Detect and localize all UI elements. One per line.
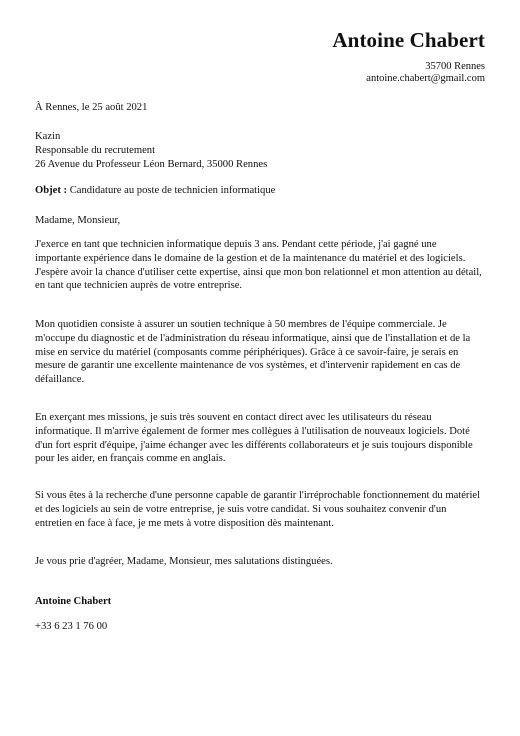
- recipient-role: Responsable du recrutement: [35, 144, 156, 156]
- subject-text: Candidature au poste de technicien informatique: [67, 185, 276, 196]
- body-paragraph-4: Si vous êtes à la recherche d'une personne capable de garantir l'irréprochable fonctionnement du matériel et des logiciels au sein de votre entreprise, je suis votre candidat. Si vous souhaitez convenir d'un entretien en face à face, je me mets à votre disposition dès maintenant.: [35, 490, 481, 529]
- body-paragraph-1: J'exerce en tant que technicien informatique depuis 3 ans. Pendant cette période, j'ai gagné une importante expérience dans le domaine de la gestion et de la maintenance du matériel et des logiciels. J'espère avoir la chance d'utiliser cette expertise, ainsi que mon bon relationnel et mon attention au détail, en tant que technicien auprès de votre entreprise.: [35, 239, 482, 292]
- body-paragraph-3: En exerçant mes missions, je suis très souvent en contact direct avec les utilisateurs du réseau informatique. Il m'arrive également de former mes collègues à l'utilisation de nouveaux logiciels. Doté d'un fort esprit d'équipe, j'aime échanger avec les différents collaborateurs et je suis toujours disponible pour les aider, en français comme en anglais.: [35, 412, 473, 465]
- body-paragraph-2: Mon quotidien consiste à assurer un soutien technique à 50 membres de l'équipe commerciale. Je m'occupe du diagnostic et de l'administration du réseau informatique, ainsi que de l'installation et de la mise en service du matériel (composants comme périphériques). Grâce à ce savoir-faire, je serais en mesure de garantir une excellente maintenance de vos systèmes, et d'intervenir rapidement en cas de défaillance.: [35, 319, 471, 386]
- closing-line: Je vous prie d'agréer, Madame, Monsieur, mes salutations distinguées.: [35, 556, 333, 567]
- sender-email: antoine.chabert@gmail.com: [366, 73, 485, 84]
- letter-date: À Rennes, le 25 août 2021: [35, 102, 148, 113]
- sender-city: 35700 Rennes: [425, 61, 485, 72]
- sender-name: Antoine Chabert: [332, 28, 485, 52]
- recipient-block: [35, 130, 485, 171]
- phone-number: +33 6 23 1 76 00: [35, 621, 108, 632]
- subject-label: Objet :: [35, 185, 68, 196]
- subject-line: [35, 184, 485, 198]
- signature-name: Antoine Chabert: [35, 596, 112, 607]
- recipient-address: 26 Avenue du Professeur Léon Bernard, 35000 Rennes: [35, 158, 268, 170]
- recipient-company: Kazin: [35, 131, 61, 142]
- greeting: Madame, Monsieur,: [35, 215, 121, 226]
